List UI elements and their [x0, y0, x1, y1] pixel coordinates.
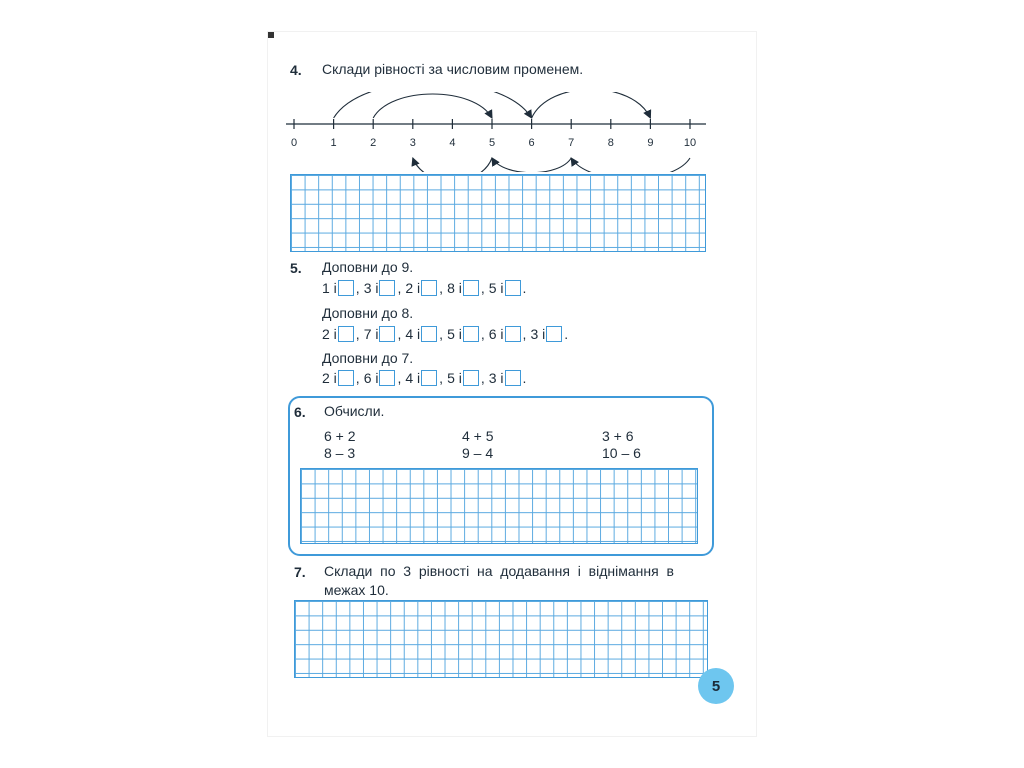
fill-item-label: 4 і	[405, 370, 421, 386]
fill-item	[447, 280, 489, 296]
fill-item-label: 8 і	[447, 280, 462, 296]
tick-label: 5	[488, 137, 496, 149]
page-number-badge: 5	[698, 668, 734, 704]
tick-label: 2	[370, 137, 377, 149]
answer-box[interactable]	[338, 370, 354, 386]
answer-box[interactable]	[338, 326, 354, 342]
punctuation: .	[564, 326, 569, 342]
number-line-arcs	[334, 92, 690, 172]
fill-item-label: 2 і	[405, 280, 421, 296]
task7-number: 7.	[294, 564, 306, 580]
fill-item	[364, 280, 406, 296]
answer-box[interactable]	[463, 370, 479, 386]
tick-label: 1	[330, 137, 337, 149]
fill-item	[405, 280, 447, 296]
fill-item	[405, 370, 447, 386]
punctuation: ,	[355, 370, 360, 386]
fill-item-label: 1 і	[322, 280, 337, 296]
task7-title-line2: межах 10.	[324, 582, 389, 598]
scan-corner-mark	[268, 32, 274, 38]
answer-box[interactable]	[463, 326, 479, 342]
punctuation: ,	[439, 370, 444, 386]
task5-group2-title: Доповни до 8.	[322, 305, 414, 321]
fill-item	[322, 280, 364, 296]
task4-title: Склади рівності за числовим променем.	[322, 61, 584, 77]
tick-label: 10	[683, 137, 697, 149]
task7-answer-grid[interactable]	[294, 600, 708, 678]
task6-answer-grid[interactable]	[300, 468, 698, 544]
fill-item	[489, 326, 531, 342]
tick-label: 3	[409, 137, 416, 149]
task6-number: 6.	[294, 404, 306, 420]
punctuation: ,	[480, 326, 485, 342]
punctuation: ,	[480, 280, 485, 296]
workbook-page	[268, 32, 756, 736]
task4-number: 4.	[290, 62, 302, 78]
expression: 3 + 6	[602, 428, 634, 444]
task6-title: Обчисли.	[324, 403, 385, 419]
answer-box[interactable]	[379, 326, 395, 342]
fill-item-label: 2 і	[322, 326, 337, 342]
punctuation: ,	[355, 280, 360, 296]
number-line-axis	[286, 119, 706, 149]
fill-item	[447, 326, 489, 342]
expression: 9 – 4	[462, 445, 494, 461]
jump-arc	[532, 92, 651, 118]
answer-box[interactable]	[379, 280, 395, 296]
punctuation: ,	[480, 370, 485, 386]
task5-group1-title: Доповни до 9.	[322, 259, 414, 275]
fill-item	[364, 326, 406, 342]
punctuation: .	[522, 280, 527, 296]
jump-arc	[413, 158, 492, 172]
tick-label: 0	[290, 137, 298, 149]
punctuation: ,	[439, 280, 444, 296]
fill-item-label: 3 і	[530, 326, 546, 342]
fill-item-label: 3 і	[363, 280, 379, 296]
answer-box[interactable]	[421, 326, 437, 342]
tick-label: 9	[647, 137, 654, 149]
answer-box[interactable]	[505, 326, 521, 342]
fill-item	[489, 280, 531, 296]
fill-item-label: 6 і	[363, 370, 379, 386]
tick-label: 6	[528, 137, 535, 149]
jump-arc	[492, 158, 571, 172]
answer-box[interactable]	[505, 370, 521, 386]
punctuation: ,	[522, 326, 527, 342]
fill-item-label: 5 і	[447, 370, 462, 386]
fill-item	[405, 326, 447, 342]
jump-arc	[373, 94, 492, 118]
tick-label: 7	[568, 137, 575, 149]
expression: 4 + 5	[462, 428, 494, 444]
task5-number: 5.	[290, 260, 302, 276]
fill-item-label: 5 і	[488, 280, 504, 296]
fill-item	[322, 370, 364, 386]
expression: 10 – 6	[602, 445, 641, 461]
fill-item	[447, 370, 489, 386]
answer-box[interactable]	[421, 370, 437, 386]
fill-item-label: 2 і	[322, 370, 337, 386]
answer-box[interactable]	[505, 280, 521, 296]
jump-arc	[571, 158, 690, 172]
answer-box[interactable]	[338, 280, 354, 296]
fill-item-label: 5 і	[447, 326, 462, 342]
expression: 6 + 2	[324, 428, 356, 444]
answer-box[interactable]	[421, 280, 437, 296]
punctuation: ,	[397, 370, 402, 386]
fill-item	[489, 370, 531, 386]
task5-group2-row	[322, 326, 572, 342]
punctuation: .	[522, 370, 527, 386]
punctuation: ,	[397, 280, 402, 296]
task5-group3-title: Доповни до 7.	[322, 350, 414, 366]
tick-label: 4	[449, 137, 456, 149]
task5-group1-row	[322, 280, 530, 296]
task5-group3-row	[322, 370, 530, 386]
fill-item-label: 7 і	[363, 326, 379, 342]
answer-box[interactable]	[463, 280, 479, 296]
punctuation: ,	[439, 326, 444, 342]
tick-label: 8	[607, 137, 614, 149]
jump-arc	[334, 92, 532, 118]
task4-answer-grid[interactable]	[290, 174, 706, 252]
answer-box[interactable]	[379, 370, 395, 386]
fill-item	[364, 370, 406, 386]
fill-item-label: 4 і	[405, 326, 421, 342]
punctuation: ,	[355, 326, 360, 342]
fill-item	[322, 326, 364, 342]
fill-item-label: 6 і	[488, 326, 504, 342]
answer-box[interactable]	[546, 326, 562, 342]
fill-item-label: 3 і	[488, 370, 504, 386]
number-line	[282, 92, 722, 172]
fill-item	[530, 326, 572, 342]
expression: 8 – 3	[324, 445, 356, 461]
task7-title-line1: Склади по 3 рівності на додавання і віднімання в	[324, 563, 674, 579]
punctuation: ,	[397, 326, 402, 342]
